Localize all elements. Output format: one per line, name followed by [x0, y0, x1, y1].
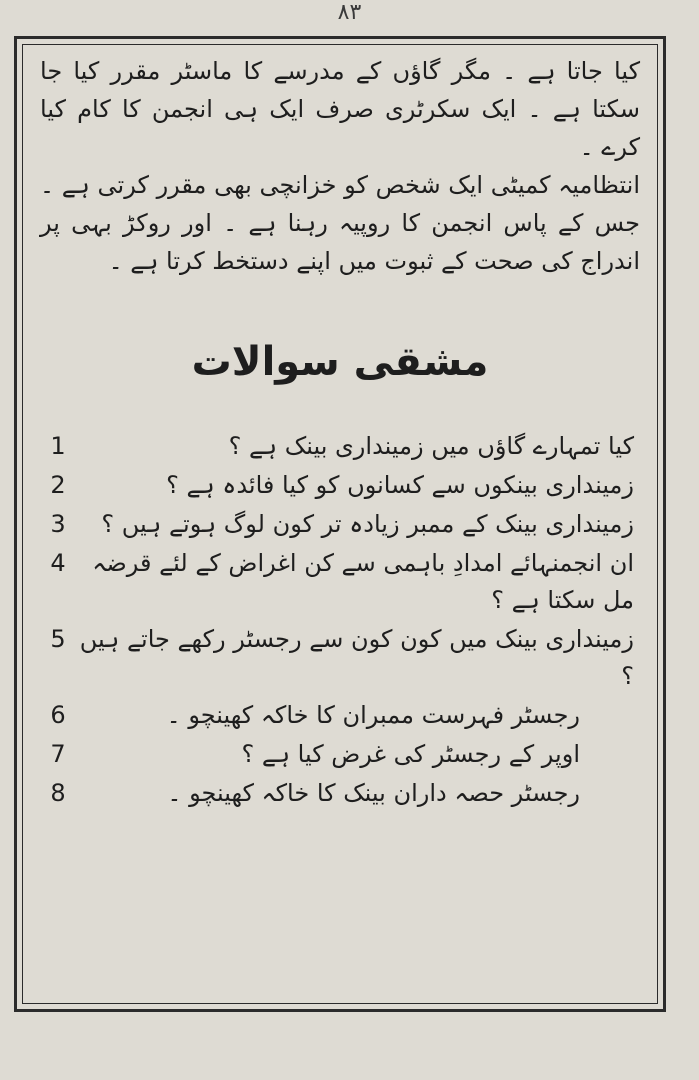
question-item — [40, 428, 640, 465]
question-number: 4 — [50, 549, 66, 577]
question-number: 6 — [50, 701, 66, 729]
question-number: 5 — [50, 625, 66, 653]
question-text: رجسٹر حصہ داران بینک کا خاکہ کھینچو ۔ — [167, 779, 580, 807]
question-item — [40, 545, 640, 619]
question-number: 7 — [50, 740, 66, 768]
question-number: 2 — [50, 471, 66, 499]
question-item — [40, 736, 640, 773]
question-item — [40, 506, 640, 543]
question-text: زمینداری بینک کے ممبر زیادہ تر کون لوگ ہوتے ہیں ؟ — [101, 510, 634, 538]
body-paragraph: کیا جاتا ہے ۔ مگر گاؤں کے مدرسے کا ماسٹر مقرر کیا جا سکتا ہے ۔ ایک سکرٹری صرف ایک ہی انجمن کا کام کیا کرے ۔ — [40, 57, 640, 161]
question-text: ان انجمنہائے امدادِ باہمی سے کن اغراض کے لئے قرضہ مل سکتا ہے ؟ — [92, 549, 634, 614]
body-paragraph: انتظامیہ کمیٹی ایک شخص کو خزانچی بھی مقرر کرتی ہے ۔ جس کے پاس انجمن کا روپیہ رہنا ہے ۔ اور روکڑ بہی پر اندراج کی صحت کے ثبوت میں اپنے دستخط کرتا ہے ۔ — [40, 171, 640, 275]
page-number: ۸۳ — [337, 0, 362, 25]
question-number: 3 — [50, 510, 66, 538]
question-text: اوپر کے رجسٹر کی غرض کیا ہے ؟ — [241, 740, 580, 768]
page-content — [40, 52, 640, 814]
question-text: زمینداری بینک میں کون کون سے رجسٹر رکھے جاتے ہیں ؟ — [79, 625, 634, 690]
exercise-heading: مشقی سوالات — [191, 339, 489, 385]
question-list — [40, 428, 640, 812]
question-text: زمینداری بینکوں سے کسانوں کو کیا فائدہ ہے ؟ — [166, 471, 634, 499]
question-text: کیا تمہارے گاؤں میں زمینداری بینک ہے ؟ — [228, 432, 634, 460]
question-item — [40, 467, 640, 504]
question-item — [40, 775, 640, 812]
question-item — [40, 697, 640, 734]
question-number: 1 — [50, 432, 66, 460]
question-number: 8 — [50, 779, 66, 807]
question-text: رجسٹر فہرست ممبران کا خاکہ کھینچو ۔ — [166, 701, 580, 729]
question-item — [40, 621, 640, 695]
